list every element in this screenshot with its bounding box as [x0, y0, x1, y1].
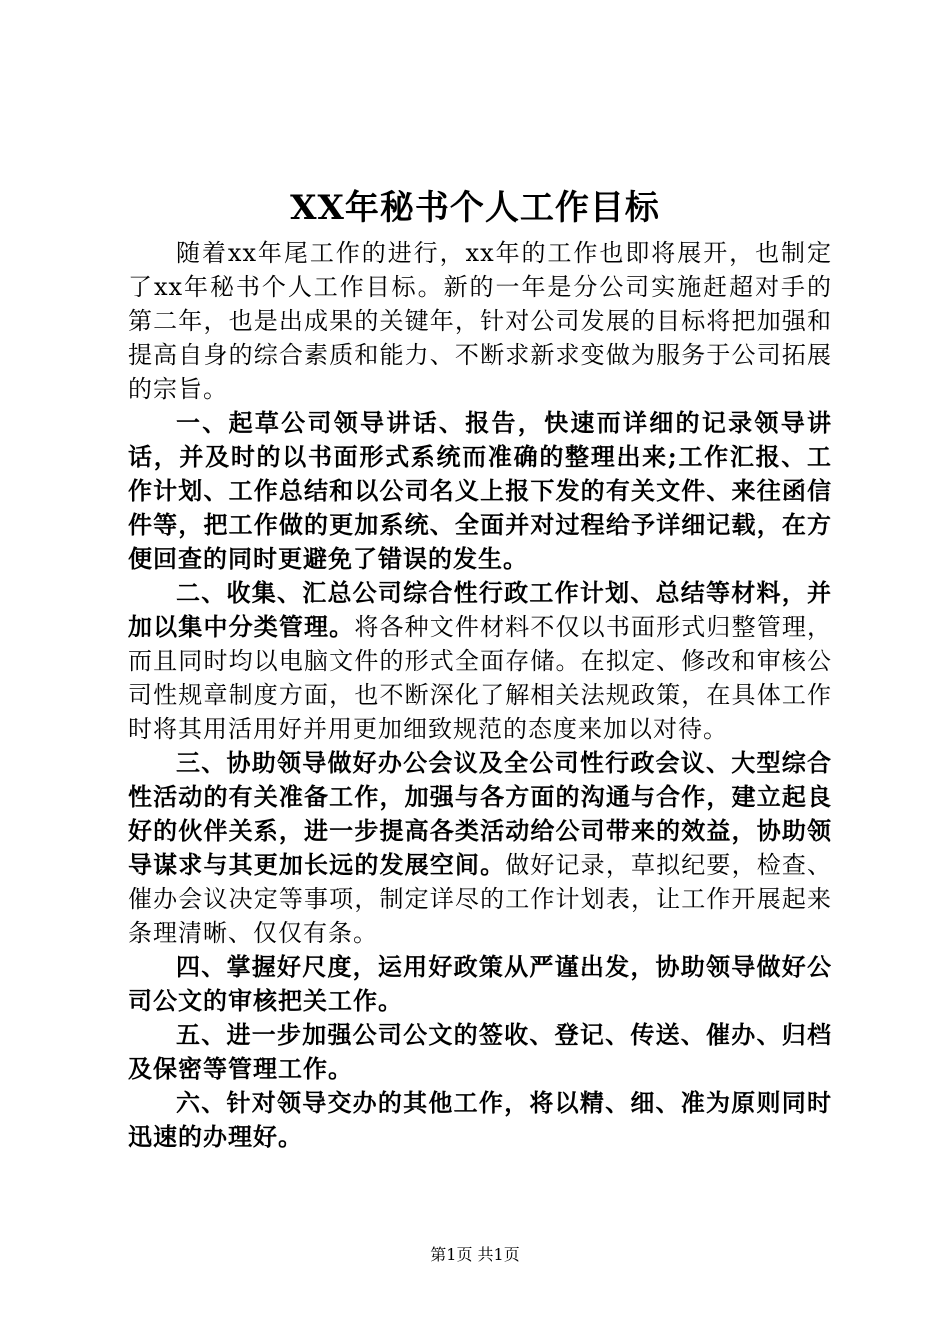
paragraph-item-1	[128, 406, 832, 576]
document-title: XX年秘书个人工作目标	[290, 188, 660, 228]
page-number-footer: 第1页 共1页	[430, 1245, 520, 1264]
paragraph-text: 将各种文件材料不仅以书面形式归整管理，而且同时均以电脑文件的形式全面存储。在拟定、修改和审核公司性规章制度方面，也不断深化了解相关法规政策，在具体工作时将其用活用好并用更加细致规范的态度来加以对待。	[128, 613, 833, 743]
paragraph-item-2	[128, 576, 832, 746]
paragraph-bold-text: 五、进一步加强公司公文的签收、登记、传送、催办、归档及保密等管理工作。	[128, 1020, 832, 1083]
document-body	[128, 236, 832, 1154]
paragraph-item-5	[128, 1018, 832, 1086]
paragraph-bold-text: 三、协助领导做好办公会议及全公司性行政会议、大型综合性活动的有关准备工作，加强与各方面的沟通与合作，建立起良好的伙伴关系，进一步提高各类活动给公司带来的效益，协助领导谋求与其更加长远的发展空间。	[128, 748, 832, 879]
paragraph-bold-text: 六、针对领导交办的其他工作，将以精、细、准为原则同时迅速的办理好。	[128, 1088, 832, 1151]
paragraph-intro	[128, 236, 832, 406]
paragraph-item-3	[128, 746, 832, 950]
paragraph-item-6	[128, 1086, 832, 1154]
paragraph-text: 做好记录，草拟纪要，检查、催办会议决定等事项，制定详尽的工作计划表，让工作开展起来条理清晰、仅仅有条。	[128, 851, 833, 947]
paragraph-bold-text: 四、掌握好尺度，运用好政策从严谨出发，协助领导做好公司公文的审核把关工作。	[128, 952, 832, 1015]
paragraph-item-4	[128, 950, 832, 1018]
paragraph-bold-text: 二、收集、汇总公司综合性行政工作计划、总结等材料，并加以集中分类管理。	[128, 578, 832, 641]
paragraph-text: 随着xx年尾工作的进行，xx年的工作也即将展开，也制定了xx年秘书个人工作目标。新的一年是分公司实施赶超对手的第二年，也是出成果的关键年，针对公司发展的目标将把加强和提高自身的综合素质和能力、不断求新求变做为服务于公司拓展的宗旨。	[128, 239, 832, 403]
paragraph-bold-text: 一、起草公司领导讲话、报告，快速而详细的记录领导讲话，并及时的以书面形式系统而准确的整理出来;工作汇报、工作计划、工作总结和以公司名义上报下发的有关文件、来往函信件等，把工作做的更加系统、全面并对过程给予详细记载，在方便回查的同时更避免了错误的发生。	[128, 408, 832, 573]
